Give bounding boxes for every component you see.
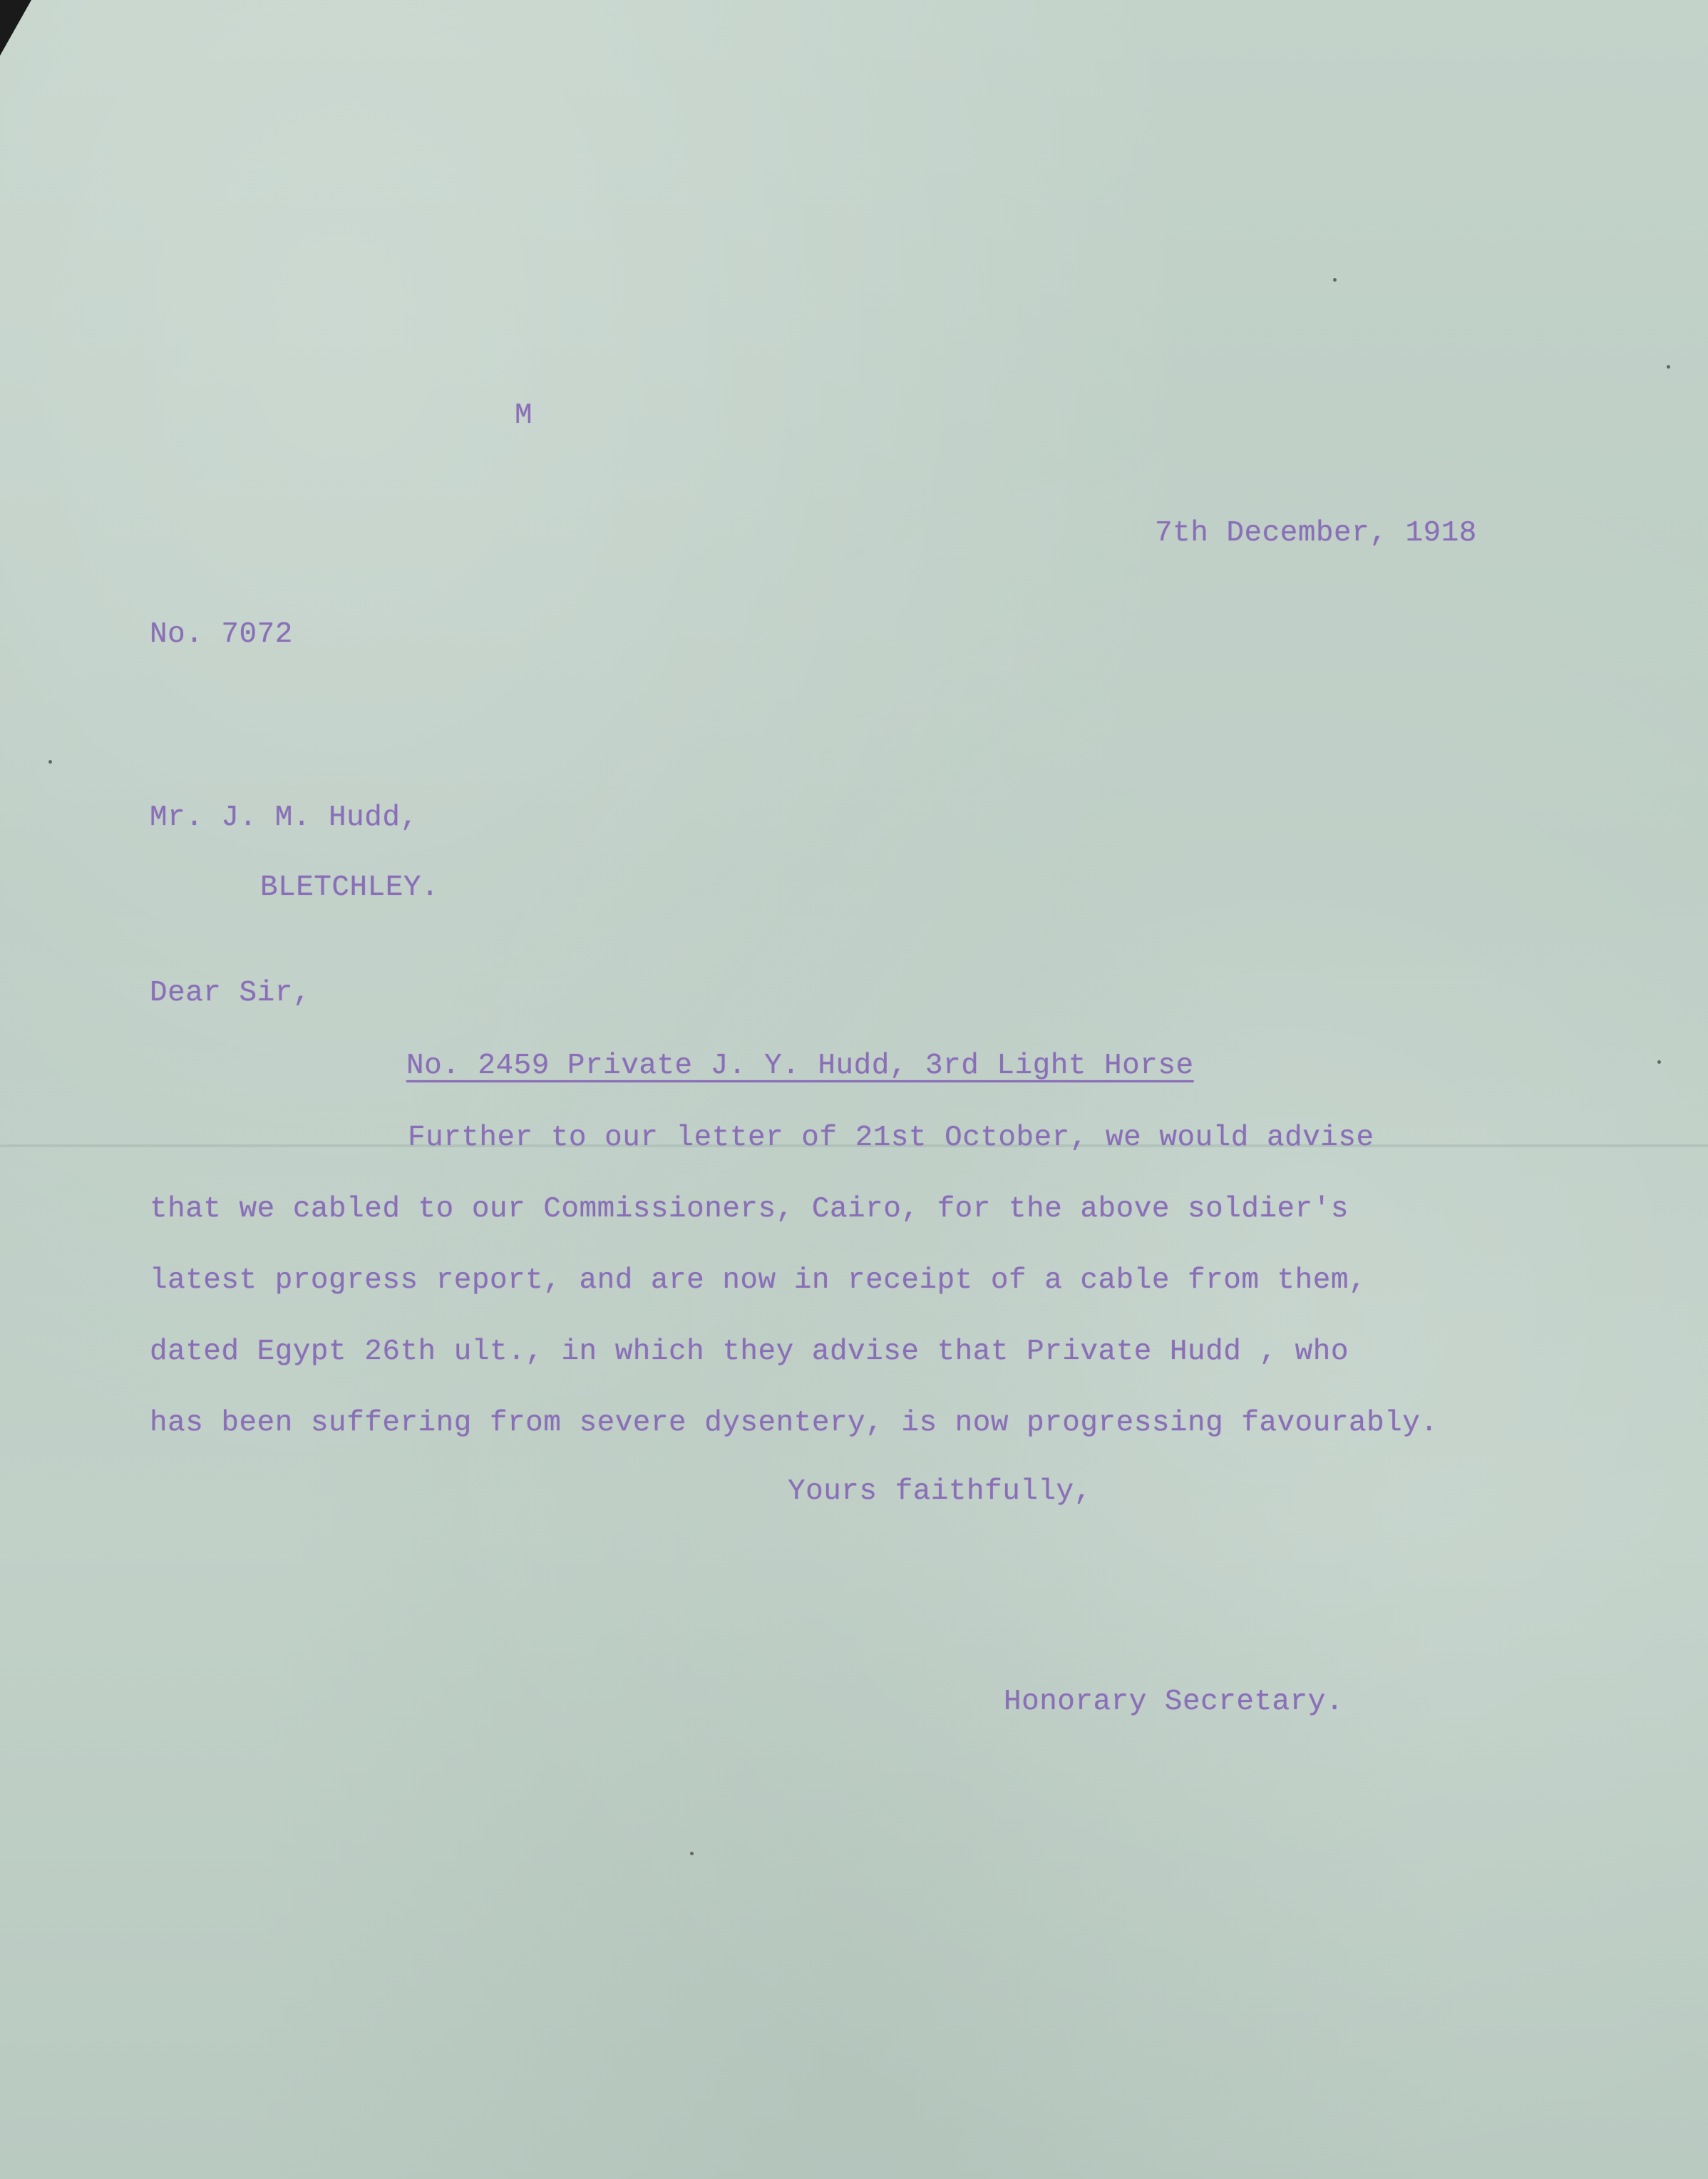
- recipient-name: Mr. J. M. Hudd,: [150, 801, 418, 834]
- paper-speck: [690, 1852, 694, 1855]
- body-line-5: has been suffering from severe dysentery, is now progressing favourably.: [150, 1407, 1439, 1440]
- body-line-4: dated Egypt 26th ult., in which they advise that Private Hudd , who: [150, 1335, 1349, 1368]
- salutation: Dear Sir,: [150, 977, 311, 1010]
- body-line-3: latest progress report, and are now in receipt of a cable from them,: [150, 1264, 1367, 1297]
- recipient-town: BLETCHLEY.: [260, 871, 440, 904]
- paper-speck: [48, 760, 52, 764]
- subject-line: No. 2459 Private J. Y. Hudd, 3rd Light Horse: [406, 1050, 1194, 1082]
- body-line-2: that we cabled to our Commissioners, Cairo, for the above soldier's: [150, 1193, 1349, 1226]
- letter-date: 7th December, 1918: [1155, 517, 1477, 550]
- paper-speck: [1333, 278, 1337, 282]
- letter-mark: M: [515, 399, 533, 432]
- signatory-title: Honorary Secretary.: [1004, 1686, 1344, 1718]
- paper-speck: [1657, 1060, 1661, 1064]
- paper-speck: [1667, 365, 1670, 369]
- corner-tab-mark: [0, 0, 31, 56]
- reference-number: No. 7072: [150, 618, 293, 651]
- closing: Yours faithfully,: [788, 1475, 1092, 1508]
- body-line-1: Further to our letter of 21st October, we would advise: [408, 1122, 1374, 1154]
